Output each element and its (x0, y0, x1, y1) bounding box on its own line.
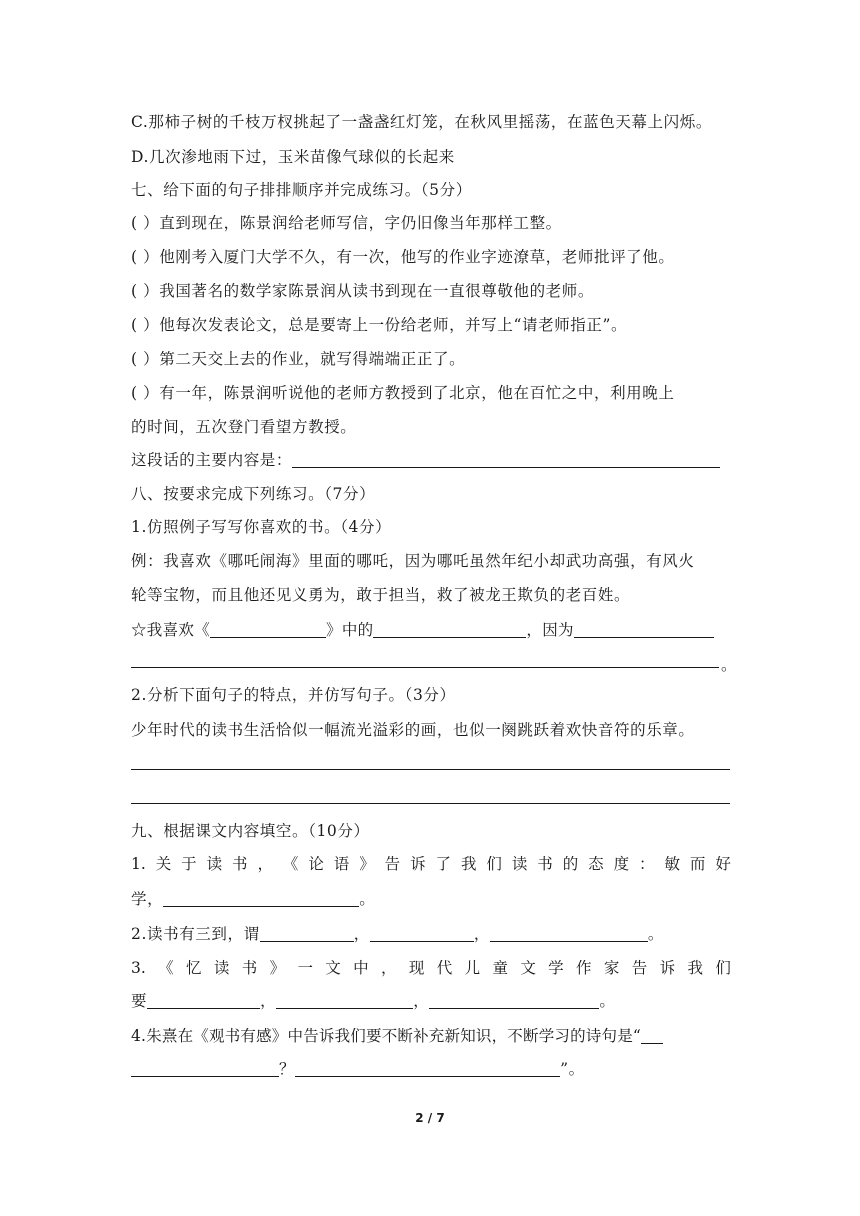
option-d: D.几次渗地雨下过，玉米苗像气球似的长起来 (131, 148, 455, 166)
char: 读 (511, 855, 528, 873)
three-to-blank-1[interactable] (260, 924, 354, 942)
char: 态 (588, 855, 604, 873)
book-fill-line (131, 619, 731, 641)
q93-comma-2: ， (413, 992, 430, 1010)
char: 学 (548, 959, 564, 977)
question-9-3-line (131, 957, 731, 979)
q91-prefix: 学， (131, 890, 164, 908)
question-9-3-cont (131, 990, 731, 1012)
char: 语 (333, 855, 350, 873)
poem-blank-start[interactable] (641, 1026, 663, 1044)
char: 我 (687, 959, 703, 977)
question-8-1: 1.仿照例子写写你喜欢的书。（4分） (131, 518, 392, 536)
q92-period: 。 (647, 925, 665, 943)
char: 现 (408, 959, 425, 977)
order-item-3: ( ）我国著名的数学家陈景润从读书到现在一直很尊敬他的老师。 (131, 282, 594, 300)
char: 度 (613, 855, 630, 873)
char: 家 (603, 959, 620, 977)
char: 文 (520, 959, 536, 977)
section-7-heading: 七、给下面的句子排排顺序并完成练习。（5分） (131, 181, 472, 199)
char: 书 (537, 855, 553, 873)
char: 好 (715, 855, 731, 873)
analects-blank[interactable] (163, 889, 359, 907)
model-sentence: 少年时代的读书生活恰似一幅流光溢彩的画，也似一阕跳跃着欢快音符的乐章。 (131, 721, 695, 739)
order-item-4: ( ）他每次发表论文，总是要寄上一份给老师，并写上“请老师指正”。 (131, 316, 628, 334)
char: 的 (562, 855, 579, 873)
char: 告 (384, 855, 401, 873)
section-9-heading: 九、根据课文内容填空。（10分） (131, 822, 370, 840)
fill-because: ，因为 (526, 621, 574, 639)
q94-prefix: 4.朱熹在《观书有感》中告诉我们要不断补充新知识，不断学习的诗句是“ (131, 1027, 642, 1045)
char: 》 (269, 959, 286, 977)
fill-middle: 》中的 (326, 621, 374, 639)
section-8-heading: 八、按要求完成下列练习。（7分） (131, 485, 376, 503)
char: 代 (436, 959, 453, 977)
order-item-6-cont: 的时间，五次登门看望方教授。 (131, 418, 357, 436)
poem-blank-2[interactable] (295, 1059, 560, 1077)
char: 关 (155, 855, 172, 873)
advice-blank-1[interactable] (147, 991, 260, 1009)
char: 1. (131, 855, 146, 873)
main-idea-label: 这段话的主要内容是： (131, 451, 293, 469)
q94-end-quote: ”。 (560, 1060, 585, 1078)
char: 》 (359, 855, 375, 873)
char: 《 (158, 959, 174, 977)
fill-prefix: ☆我喜欢《 (131, 621, 211, 639)
example-line-1: 例：我喜欢《哪吒闹海》里面的哪吒，因为哪吒虽然年纪小却武功高强，有风火 (131, 552, 695, 570)
reason-blank-1[interactable] (574, 620, 714, 638)
three-to-blank-2[interactable] (370, 924, 474, 942)
question-9-1-cont (131, 888, 731, 910)
char: 读 (213, 959, 230, 977)
char: ， (381, 959, 397, 977)
char: 书 (241, 959, 258, 977)
char: 我 (460, 855, 477, 873)
char: 而 (689, 855, 706, 873)
question-8-2: 2.分析下面句子的特点，并仿写句子。（3分） (131, 686, 456, 704)
page-number: 2 / 7 (415, 1111, 445, 1125)
imitation-line-2[interactable] (131, 803, 730, 804)
char: 童 (492, 959, 508, 977)
order-item-6: ( ）有一年，陈景润听说他的老师方教授到了北京，他在百忙之中，利用晚上 (131, 384, 675, 402)
char: 儿 (464, 959, 481, 977)
main-idea-line (131, 449, 731, 471)
char: ： (639, 855, 655, 873)
question-9-4 (131, 1025, 731, 1047)
char: 们 (715, 959, 731, 977)
char: 诉 (410, 855, 426, 873)
char: 中 (353, 959, 369, 977)
option-c: C.那柿子树的千枝万杈挑起了一盏盏红灯笼，在秋风里摇荡，在蓝色天幕上闪烁。 (131, 113, 712, 131)
question-9-2 (131, 923, 731, 945)
char: 于 (181, 855, 197, 873)
char: 读 (206, 855, 223, 873)
advice-blank-2[interactable] (276, 991, 413, 1009)
q91-period: 。 (359, 890, 376, 908)
q92-prefix: 2.读书有三到，谓 (131, 925, 260, 943)
char: 敏 (664, 855, 680, 873)
example-line-2: 轮等宝物，而且他还见义勇为，敢于担当，救了被龙王欺负的老百姓。 (131, 586, 631, 604)
book-title-blank[interactable] (210, 620, 326, 638)
question-9-4-cont (131, 1058, 731, 1080)
char: 忆 (186, 959, 202, 977)
char: 作 (576, 959, 592, 977)
q94-question-mark: ？ (279, 1060, 296, 1078)
char: 告 (631, 959, 648, 977)
char: 诉 (659, 959, 676, 977)
poem-blank-1[interactable] (131, 1059, 279, 1077)
char: 了 (435, 855, 452, 873)
char: 一 (297, 959, 313, 977)
char: 论 (308, 855, 324, 873)
reason-blank-2[interactable] (131, 667, 719, 668)
question-9-1-line (131, 853, 731, 875)
end-period: 。 (721, 656, 738, 674)
char: 们 (486, 855, 502, 873)
q92-comma-2: ， (473, 925, 490, 943)
q93-prefix: 要 (131, 992, 148, 1010)
char: 文 (325, 959, 341, 977)
three-to-blank-3[interactable] (490, 924, 648, 942)
character-blank[interactable] (373, 620, 526, 638)
imitation-line-1[interactable] (131, 769, 730, 770)
q93-period: 。 (599, 992, 616, 1010)
char: 3. (131, 959, 146, 977)
q93-comma-1: ， (260, 992, 277, 1010)
char: 书 (232, 855, 248, 873)
order-item-5: ( ）第二天交上去的作业，就写得端端正正了。 (131, 350, 466, 368)
order-item-2: ( ）他刚考入厦门大学不久，有一次，他写的作业字迹潦草，老师批评了他。 (131, 248, 675, 266)
char: 《 (282, 855, 299, 873)
advice-blank-3[interactable] (429, 991, 599, 1009)
order-item-1: ( ）直到现在，陈景润给老师写信，字仍旧像当年那样工整。 (131, 214, 562, 232)
char: ， (257, 855, 273, 873)
q92-comma-1: ， (353, 925, 370, 943)
main-idea-blank[interactable] (292, 450, 720, 468)
